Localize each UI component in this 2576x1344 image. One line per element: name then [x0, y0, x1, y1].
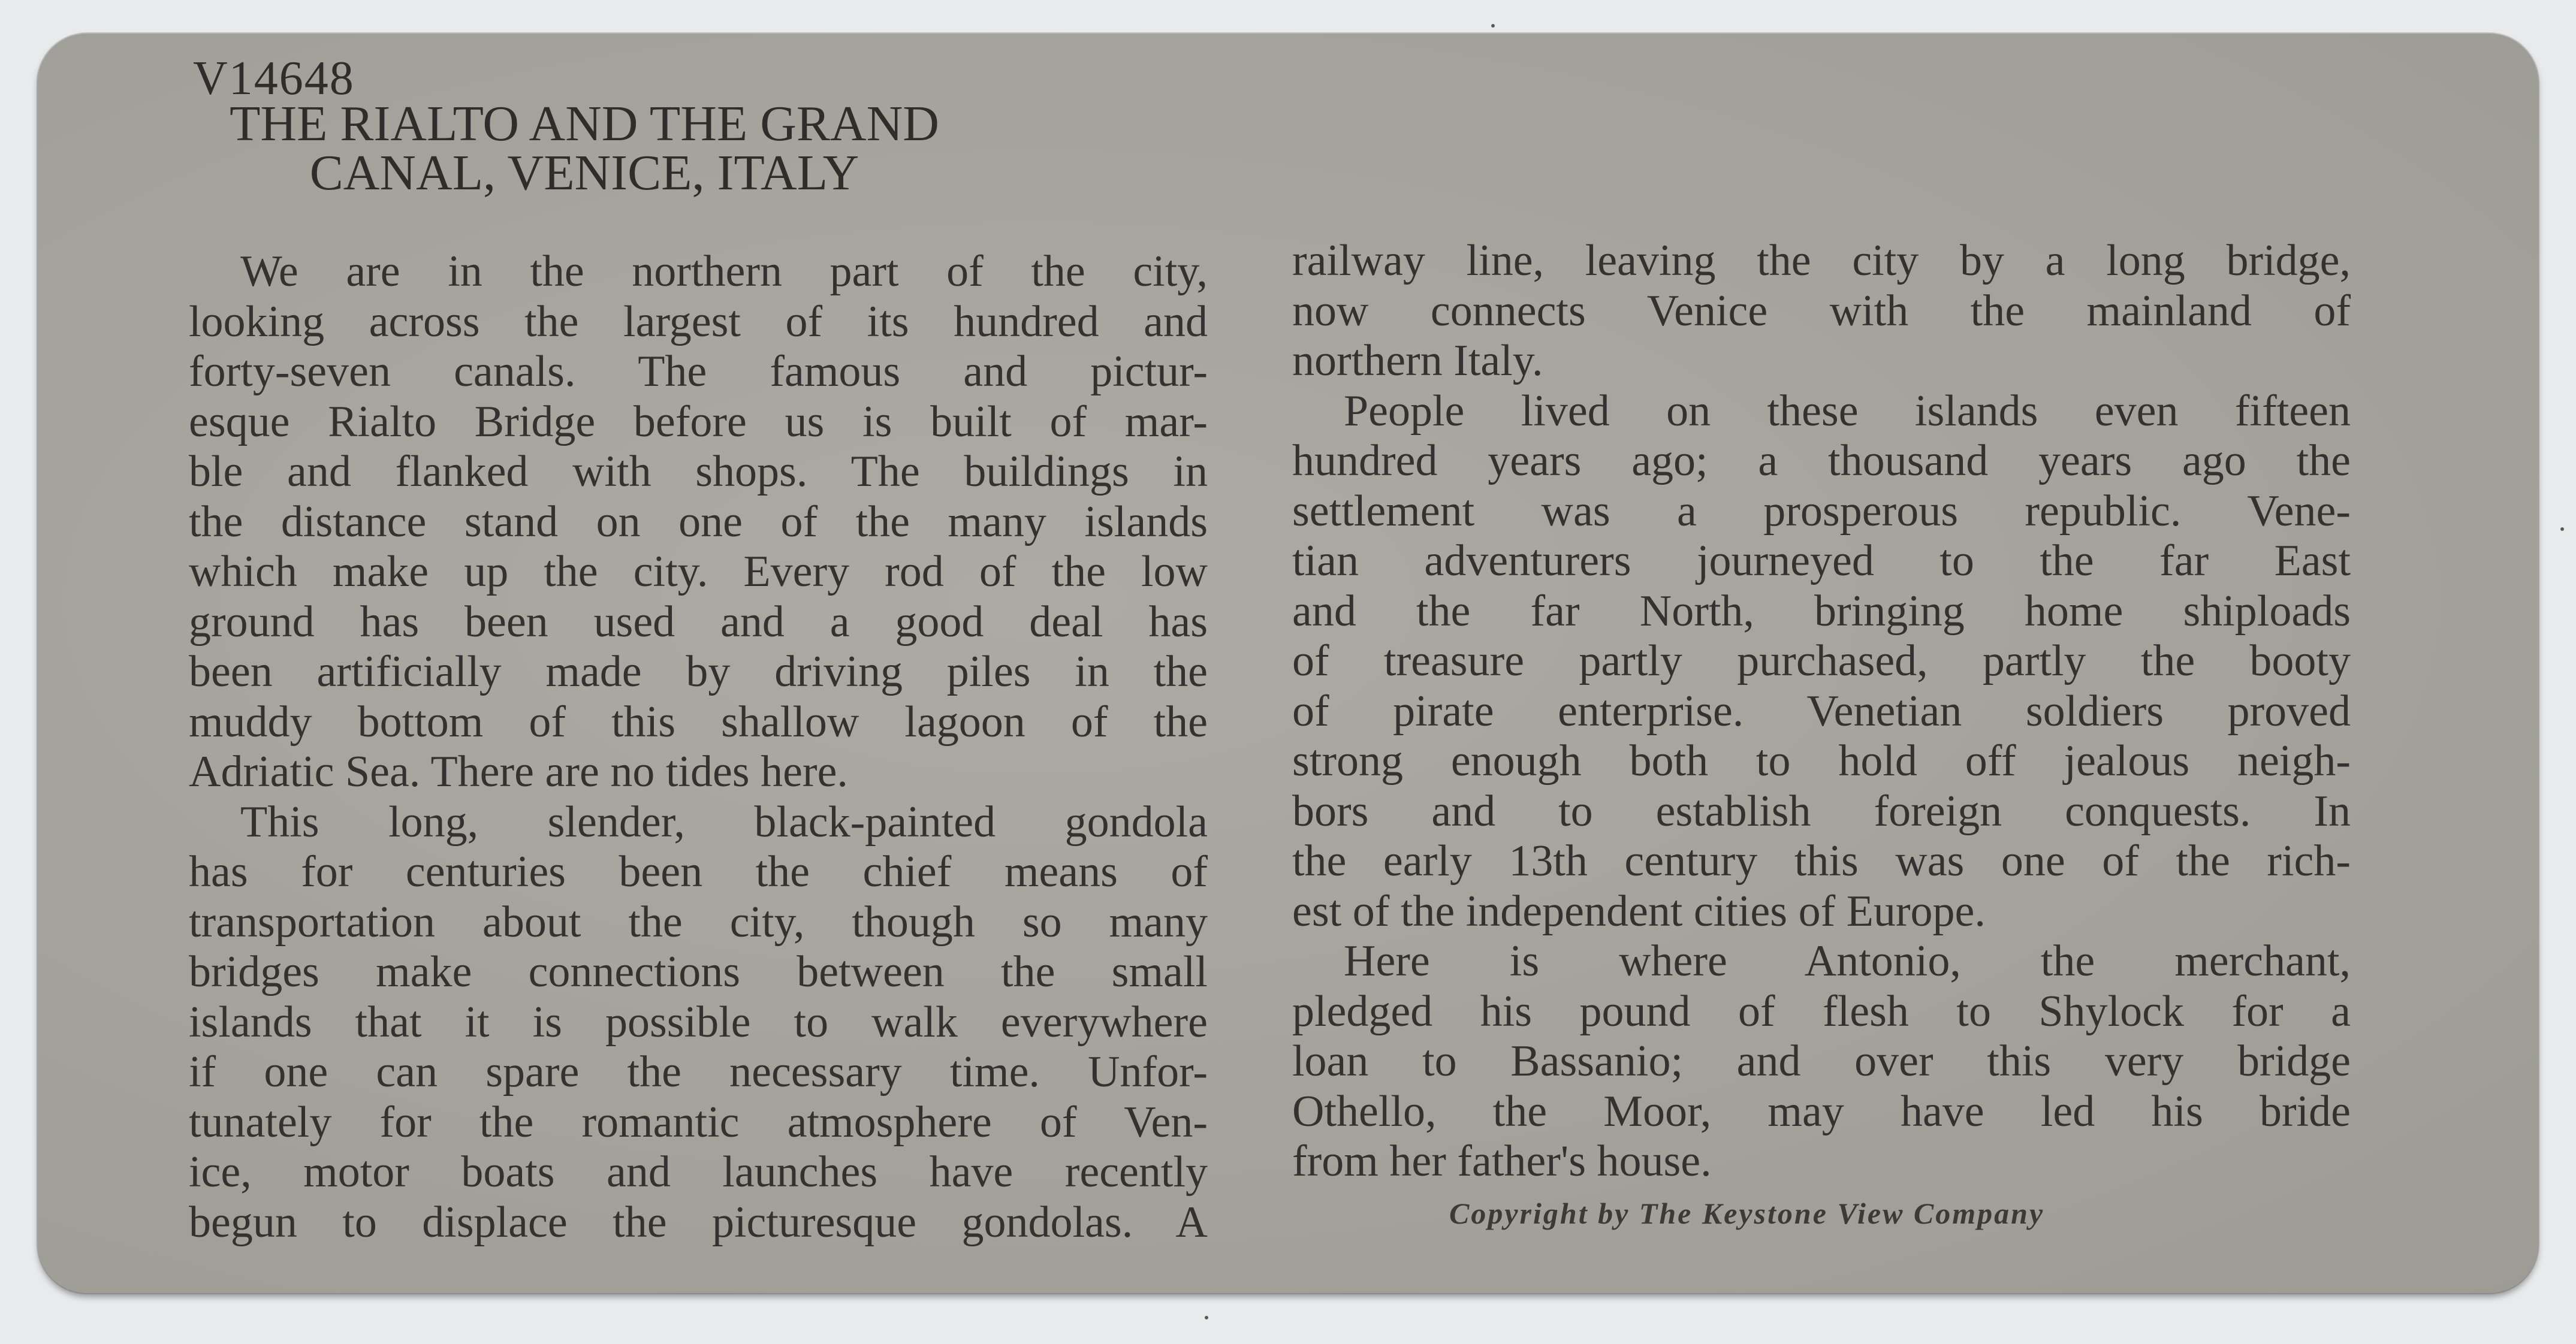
- text-line: and the far North, bringing home shiploads: [1292, 586, 2351, 636]
- copyright-notice: Copyright by The Keystone View Company: [1449, 1197, 2045, 1230]
- text-line: This long, slender, black-painted gondola: [240, 797, 1208, 847]
- text-line: begun to displace the picturesque gondolas. A: [189, 1197, 1208, 1247]
- text-line: bridges make connections between the small: [189, 947, 1208, 996]
- text-line: bors and to establish foreign conquests. In: [1292, 786, 2351, 836]
- text-line: settlement was a prosperous republic. Vene-: [1292, 486, 2351, 536]
- text-line: transportation about the city, though so many: [189, 897, 1208, 947]
- speck-mark: [2560, 527, 2564, 531]
- text-line: railway line, leaving the city by a long bridge,: [1292, 236, 2351, 285]
- title-line-1: THE RIALTO AND THE GRAND: [230, 96, 939, 152]
- text-line: of pirate enterprise. Venetian soldiers proved: [1292, 686, 2351, 736]
- text-line: tian adventurers journeyed to the far East: [1292, 536, 2351, 585]
- text-line: if one can spare the necessary time. Unfor-: [189, 1047, 1208, 1097]
- text-line: muddy bottom of this shallow lagoon of the: [189, 697, 1208, 747]
- text-line: Othello, the Moor, may have led his bride: [1292, 1086, 2351, 1136]
- text-line: We are in the northern part of the city,: [240, 247, 1208, 296]
- text-line: from her father's house.: [1292, 1137, 1712, 1186]
- card-title: [159, 96, 1010, 201]
- text-line: the distance stand on one of the many islands: [189, 497, 1208, 546]
- speck-mark: [1205, 1316, 1208, 1319]
- text-line: esque Rialto Bridge before us is built of mar-: [189, 397, 1208, 446]
- right-text-column: [1292, 236, 2351, 1187]
- text-line: looking across the largest of its hundred and: [189, 297, 1208, 346]
- catalog-number: V14648: [193, 52, 355, 105]
- text-line: which make up the city. Every rod of the low: [189, 547, 1208, 596]
- text-line: has for centuries been the chief means of: [189, 847, 1208, 896]
- text-line: northern Italy.: [1292, 336, 1543, 385]
- text-line: islands that it is possible to walk everywhere: [189, 997, 1208, 1047]
- text-line: strong enough both to hold off jealous neigh-: [1292, 736, 2351, 786]
- text-line: now connects Venice with the mainland of: [1292, 286, 2351, 336]
- text-line: ble and flanked with shops. The buildings in: [189, 447, 1208, 496]
- title-line-2: CANAL, VENICE, ITALY: [309, 145, 859, 201]
- text-line: hundred years ago; a thousand years ago the: [1292, 436, 2351, 485]
- text-line: tunately for the romantic atmosphere of Ven-: [189, 1097, 1208, 1147]
- text-line: ice, motor boats and launches have recently: [189, 1147, 1208, 1197]
- text-line: Here is where Antonio, the merchant,: [1344, 937, 2351, 986]
- text-line: the early 13th century this was one of the rich-: [1292, 836, 2351, 886]
- text-line: ground has been used and a good deal has: [189, 597, 1208, 647]
- text-line: People lived on these islands even fifteen: [1344, 386, 2351, 436]
- text-line: of treasure partly purchased, partly the booty: [1292, 636, 2351, 685]
- text-line: Adriatic Sea. There are no tides here.: [189, 747, 848, 796]
- speck-mark: [1491, 24, 1495, 28]
- text-line: been artificially made by driving piles in the: [189, 647, 1208, 696]
- text-line: pledged his pound of flesh to Shylock for a: [1292, 986, 2351, 1036]
- text-line: est of the independent cities of Europe.: [1292, 886, 1986, 936]
- text-line: forty-seven canals. The famous and pictur-: [189, 347, 1208, 396]
- text-line: loan to Bassanio; and over this very bridge: [1292, 1037, 2351, 1086]
- left-text-column: [189, 247, 1208, 1248]
